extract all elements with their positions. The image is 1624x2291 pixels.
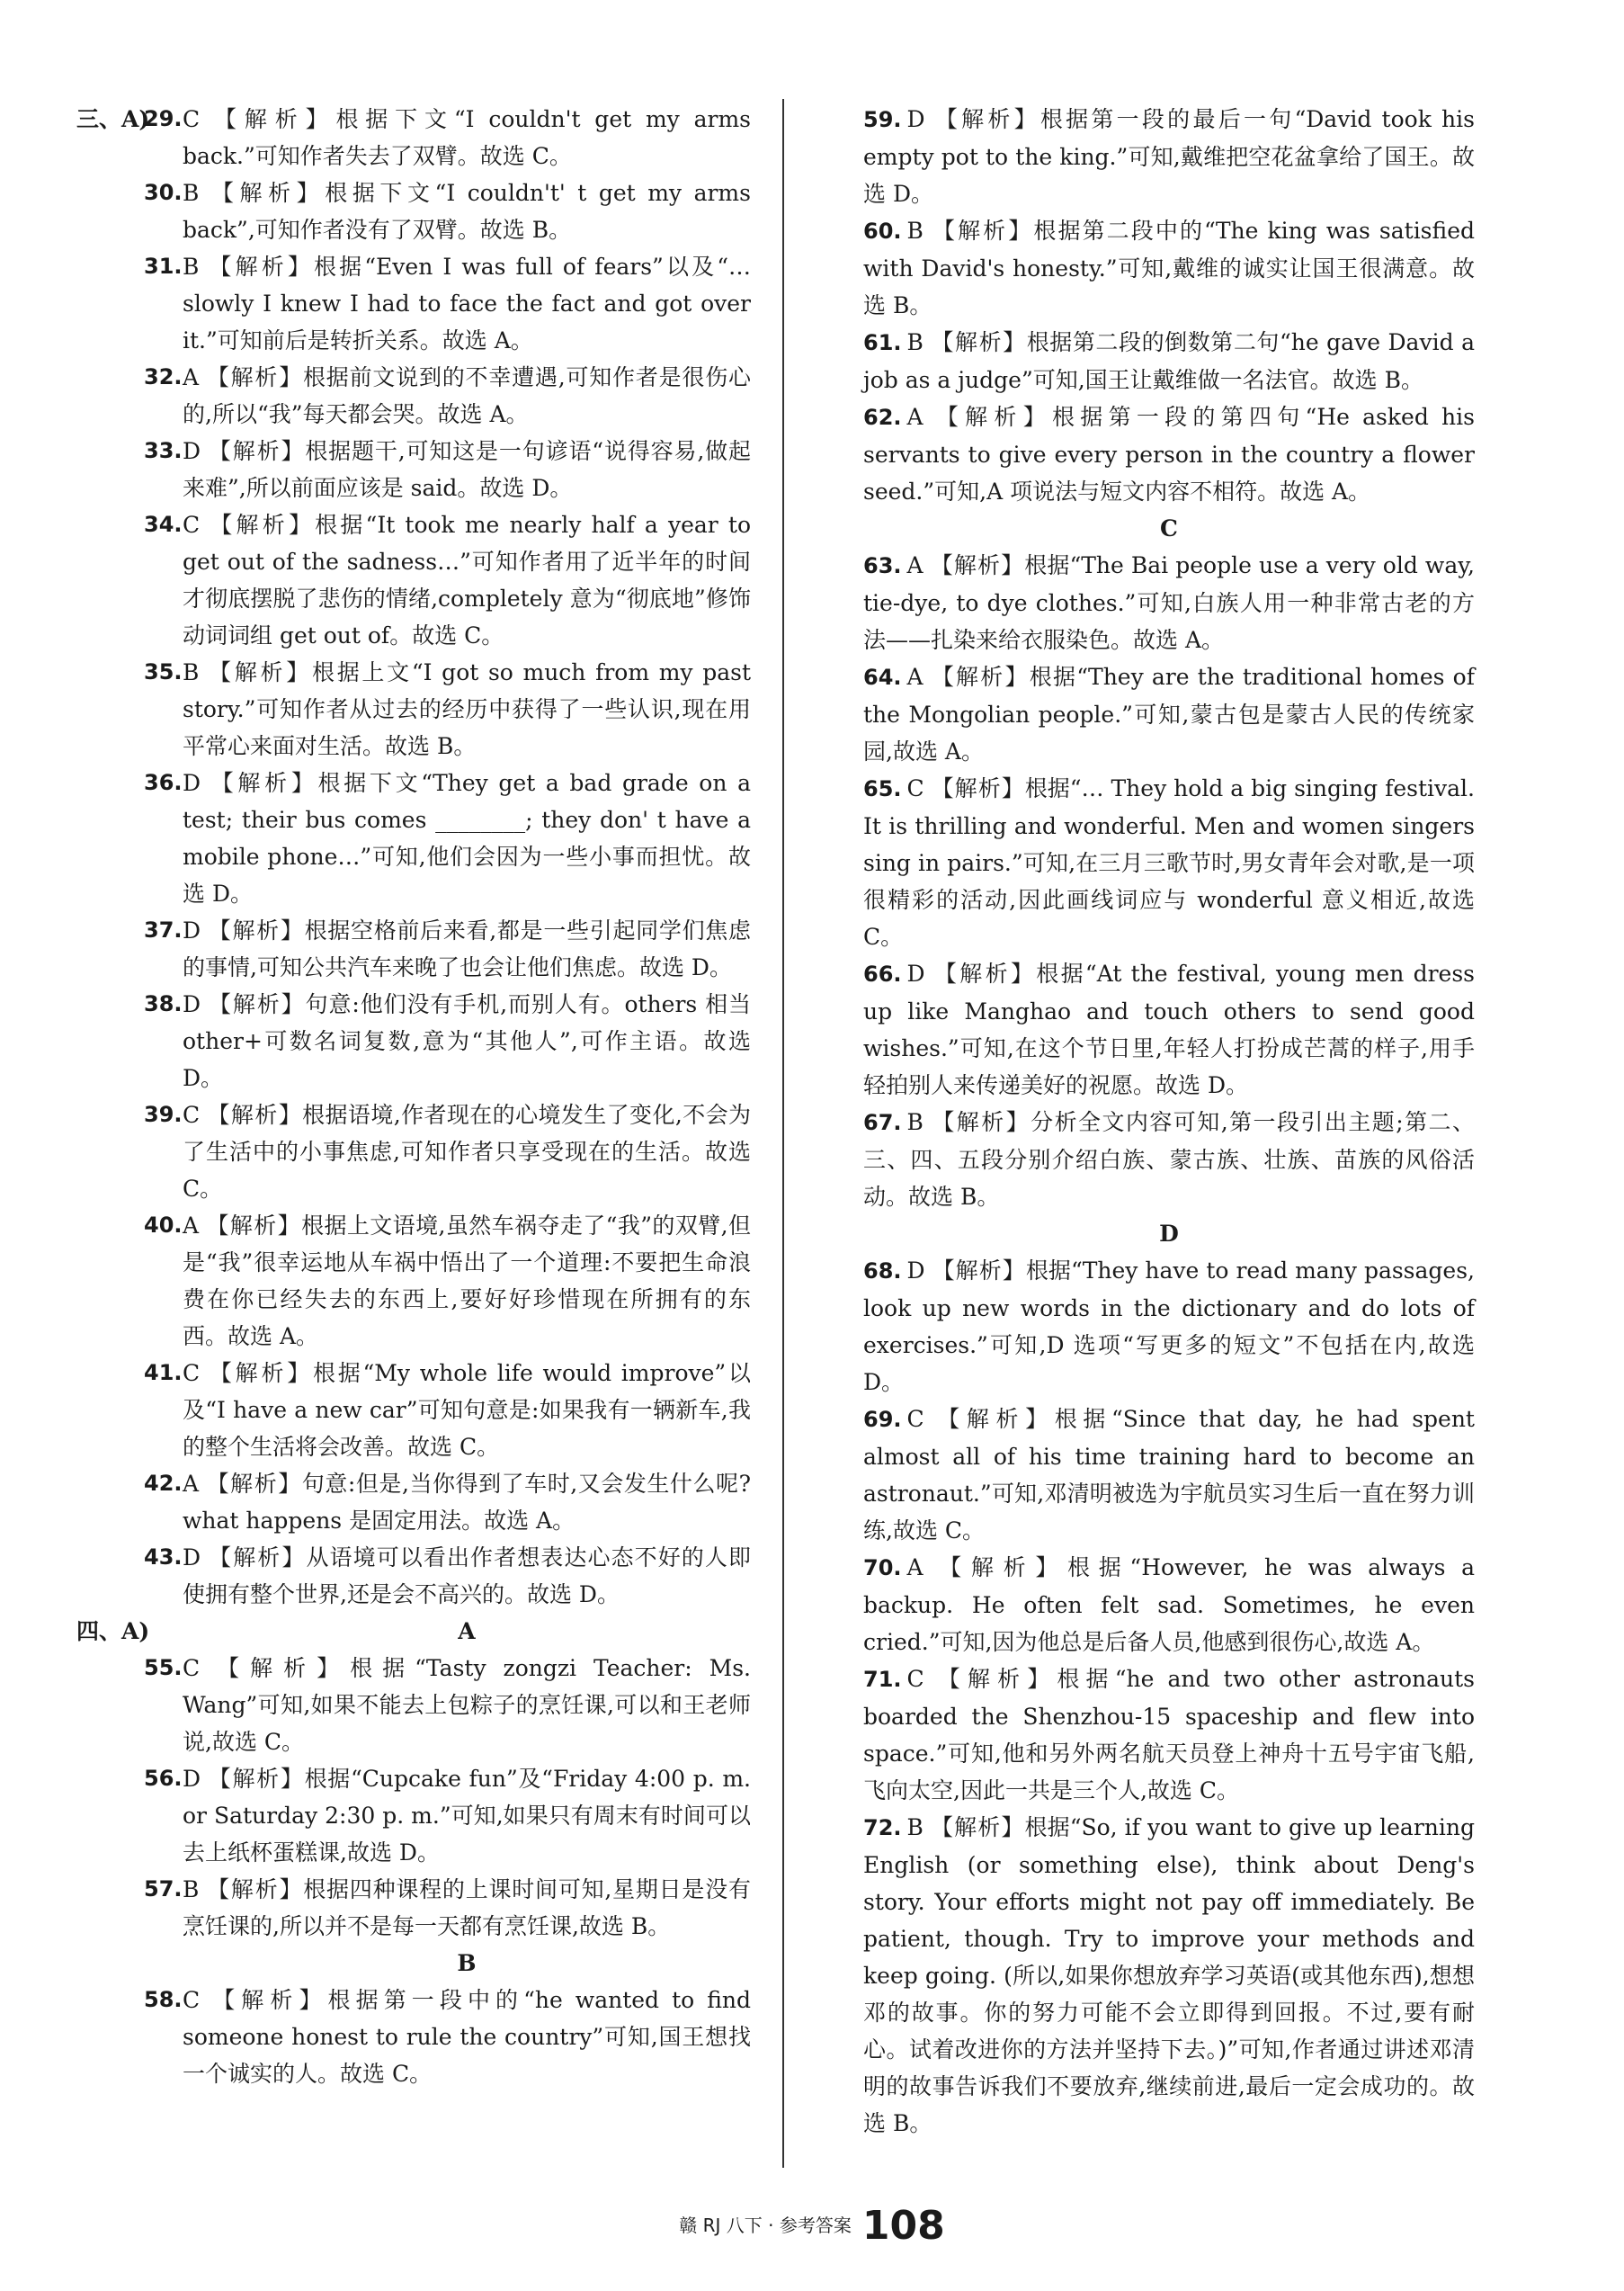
question-number: 61. (863, 330, 902, 355)
question-number: 67. (863, 1110, 902, 1135)
question-number: 36. (144, 770, 183, 795)
question-number: 40. (144, 1213, 183, 1238)
analysis-text: 根据“Tasty zongzi Teacher: Ms. Wang”可知,如果不能去上包粽子的烹饪课,可以和王老师说,故选 C。 (183, 1655, 751, 1755)
analysis-text: 句意:他们没有手机,而别人有。others 相当 other+可数名词复数,意为“其他人”,可作主语。故选 D。 (183, 991, 751, 1091)
analysis-label: 【解析】 (206, 364, 304, 390)
answer-entry (76, 506, 751, 654)
question-number: 69. (863, 1407, 902, 1432)
analysis-label: 【解析】 (930, 1554, 1068, 1580)
footer-label: 赣 RJ 八下 · 参考答案 (679, 2215, 852, 2236)
answer-letter: A (183, 1213, 200, 1239)
question-number: 63. (863, 553, 902, 578)
analysis-label: 【解析】 (930, 1814, 1025, 1840)
analysis-label: 【解析】 (207, 512, 316, 538)
answer-entry (863, 1401, 1475, 1549)
question-number: 66. (863, 962, 902, 987)
answer-entry (863, 658, 1475, 770)
answer-entry (76, 248, 751, 359)
answer-entry (76, 654, 751, 765)
question-number: 31. (144, 254, 183, 279)
question-number: 30. (144, 180, 183, 205)
answer-entry (76, 433, 751, 506)
answer-letter: D (183, 1544, 201, 1571)
analysis-text: 根据“So, if you want to give up learning English (or something else), think about Deng's story. Your efforts might not pay off immediately. Be patient, though. Try to improve your methods and keep going. (所以,如果你想放弃学习英语(或其他东西),想想邓的故事。你的努力可能不会立即得到回报。不过,要有耐心。试着改进你的方法并坚持下去。)”可知,作者通过讲述邓清明的故事告诉我们不要放弃,继续前进,最后一定会成功的。故选 B。 (863, 1814, 1475, 2136)
answer-entry (863, 770, 1475, 955)
answer-entry (76, 175, 751, 248)
answer-entry (76, 1650, 751, 1760)
section-heading-row (863, 1215, 1475, 1252)
analysis-text: 根据“he and two other astronauts boarded the Shenzhou-15 spaceship and flew into space.”可知,他和另外两名航天员登上神舟十五号宇宙飞船,飞向太空,因此一共是三个人,故选 C。 (863, 1666, 1475, 1803)
answer-entry (863, 212, 1475, 324)
section-heading: C (1160, 515, 1178, 541)
question-number: 39. (144, 1102, 183, 1127)
answer-letter: C (906, 1406, 924, 1432)
analysis-label: 【解析】 (207, 1360, 313, 1386)
answer-letter: A (183, 364, 200, 390)
answer-letter: B (906, 218, 924, 244)
analysis-text: 根据第一段中的“he wanted to find someone honest to rule the country”可知,国王想找一个诚实的人。故选 C。 (183, 1987, 751, 2087)
question-number: 42. (144, 1471, 183, 1496)
analysis-label: 【解析】 (931, 775, 1025, 801)
answer-letter: C (906, 775, 924, 801)
answer-entry (863, 101, 1475, 212)
answer-letter: D (906, 1257, 925, 1284)
answer-letter: B (183, 1876, 200, 1902)
analysis-text: 根据“At the festival, young men dress up like Manghao and touch others to send good wishes.”可知,在这个节日里,年轻人打扮成芒蒿的样子,用手轻拍别人来传递美好的祝愿。故选 D。 (863, 961, 1475, 1098)
question-number: 62. (863, 405, 902, 430)
answer-letter: A (906, 664, 924, 690)
right-column (863, 101, 1475, 2142)
answer-letter: B (183, 180, 200, 206)
analysis-label: 【解析】 (208, 1544, 307, 1571)
analysis-label: 【解析】 (931, 1406, 1055, 1432)
answer-entry (76, 1982, 751, 2092)
analysis-label: 【解析】 (206, 1876, 304, 1902)
question-number: 59. (863, 107, 902, 132)
analysis-text: 根据语境,作者现在的心境发生了变化,不会为了生活中的小事焦虑,可知作者只享受现在的生活。故选 C。 (183, 1102, 751, 1202)
answer-letter: A (906, 1554, 924, 1580)
answer-letter: C (183, 1360, 201, 1386)
analysis-text: 根据“It took me nearly half a year to get out of the sadness…”可知作者用了近半年的时间才彻底摆脱了悲伤的情绪,completely 意为“彻底地”修饰动词词组 get out of。故选 C。 (183, 512, 751, 649)
answer-letter: B (183, 254, 200, 280)
answer-entry (76, 912, 751, 986)
analysis-label: 【解析】 (206, 1471, 302, 1497)
analysis-text: 根据“The Bai people use a very old way, tie-dye, to dye clothes.”可知,白族人用一种非常古老的方法——扎染来给衣服染色。故选 A。 (863, 552, 1475, 653)
answer-entry (76, 1355, 751, 1465)
analysis-label: 【解析】 (932, 106, 1040, 132)
question-number: 68. (863, 1258, 902, 1284)
analysis-text: 根据“My whole life would improve”以及“I have a new car”可知句意是:如果我有一辆新车,我的整个生活将会改善。故选 C。 (183, 1360, 751, 1460)
answer-letter: D (183, 438, 201, 464)
analysis-label: 【解析】 (207, 1655, 351, 1681)
answer-entry (863, 1809, 1475, 2142)
answer-letter: A (906, 552, 924, 578)
section-heading: B (457, 1950, 477, 1976)
analysis-text: 分析全文内容可知,第一段引出主题;第二、三、四、五段分别介绍白族、蒙古族、壮族、苗族的风俗活动。故选 B。 (863, 1109, 1475, 1210)
question-number: 57. (144, 1876, 183, 1902)
section-prefix: 三、A) (76, 106, 150, 132)
analysis-label: 【解析】 (208, 991, 306, 1017)
answer-letter: B (906, 1814, 924, 1840)
question-number: 37. (144, 917, 183, 943)
section-heading-row (76, 1945, 751, 1982)
analysis-text: 根据下文“I couldn't' t get my arms back”,可知作者没有了双臂。故选 B。 (183, 180, 751, 243)
answer-entry (76, 1871, 751, 1945)
question-number: 34. (144, 512, 183, 537)
analysis-label: 【解析】 (930, 218, 1034, 244)
analysis-text: 句意:但是,当你得到了车时,又会发生什么呢? what happens 是固定用法。故选 A。 (183, 1471, 751, 1534)
analysis-label: 【解析】 (930, 664, 1030, 690)
analysis-label: 【解析】 (930, 404, 1052, 430)
answer-letter: C (183, 106, 201, 132)
section-heading-row (76, 1613, 751, 1650)
analysis-text: 根据第一段的最后一句“David took his empty pot to the king.”可知,戴维把空花盆拿给了国王。故选 D。 (863, 106, 1475, 207)
answer-entry (863, 1104, 1475, 1215)
answer-letter: A (183, 1471, 200, 1497)
answer-entry (76, 359, 751, 433)
question-number: 70. (863, 1555, 902, 1580)
analysis-label: 【解析】 (207, 1987, 328, 2013)
analysis-text: 根据下文“I couldn't get my arms back.”可知作者失去了双臂。故选 C。 (183, 106, 751, 169)
analysis-text: 根据第二段中的“The king was satisfied with David's honesty.”可知,戴维的诚实让国王很满意。故选 B。 (863, 218, 1475, 318)
answer-entry (76, 1465, 751, 1539)
section-heading: D (1159, 1221, 1179, 1247)
analysis-label: 【解析】 (208, 1766, 305, 1792)
answer-letter: C (183, 1655, 201, 1681)
analysis-text: 根据四种课程的上课时间可知,星期日是没有烹饪课的,所以并不是每一天都有烹饪课,故选 B。 (183, 1876, 751, 1939)
analysis-text: 根据前文说到的不幸遭遇,可知作者是很伤心的,所以“我”每天都会哭。故选 A。 (183, 364, 751, 427)
question-number: 64. (863, 665, 902, 690)
analysis-label: 【解析】 (207, 106, 336, 132)
answer-letter: D (906, 106, 925, 132)
answer-entry (863, 1660, 1475, 1809)
question-number: 72. (863, 1815, 902, 1840)
answer-entry (76, 765, 751, 912)
analysis-text: 根据第二段的倒数第二句“he gave David a job as a judge”可知,国王让戴维做一名法官。故选 B。 (863, 329, 1475, 393)
question-number: 32. (144, 364, 183, 389)
analysis-label: 【解析】 (208, 770, 318, 796)
analysis-text: 根据下文“They get a bad grade on a test; their bus comes ________; they don' t have a mobile phone…”可知,他们会因为一些小事而担忧。故选 D。 (183, 770, 751, 907)
section-prefix: 四、A) (76, 1618, 150, 1644)
left-column (76, 101, 751, 2092)
answer-entry (863, 1549, 1475, 1660)
section-heading: A (458, 1618, 476, 1644)
analysis-label: 【解析】 (931, 1666, 1057, 1692)
answer-entry (863, 1252, 1475, 1401)
answer-letter: D (183, 917, 201, 944)
analysis-text: 根据“… They hold a big singing festival. It is thrilling and wonderful. Men and women singers sing in pairs.”可知,在三月三歌节时,男女青年会对歌,是一项很精彩的活动,因此画线词应与 wonderful 意义相近,故选 C。 (863, 775, 1475, 950)
analysis-text: 根据“They have to read many passages, look up new words in the dictionary and do lots of exercises.”可知,D 选项“写更多的短文”不包括在内,故选 D。 (863, 1257, 1475, 1395)
answer-letter: B (906, 1109, 924, 1135)
question-number: 56. (144, 1766, 183, 1791)
analysis-label: 【解析】 (208, 917, 305, 944)
section-heading-row (863, 510, 1475, 547)
analysis-text: 根据上文语境,虽然车祸夺走了“我”的双臂,但是“我”很幸运地从车祸中悟出了一个道理:不要把生命浪费在你已经失去的东西上,要好好珍惜现在所拥有的东西。故选 A。 (183, 1213, 751, 1349)
answer-letter: B (906, 329, 924, 355)
page-number: 108 (861, 2203, 945, 2249)
question-number: 33. (144, 438, 183, 463)
analysis-label: 【解析】 (930, 552, 1025, 578)
analysis-text: 根据“Cupcake fun”及“Friday 4:00 p. m. or Saturday 2:30 p. m.”可知,如果只有周末有时间可以去上纸杯蛋糕课,故选 D。 (183, 1766, 751, 1866)
question-number: 41. (144, 1360, 183, 1385)
page-footer (0, 2203, 1624, 2249)
analysis-text: 根据“They are the traditional homes of the Mongolian people.”可知,蒙古包是蒙古人民的传统家园,故选 A。 (863, 664, 1475, 765)
analysis-label: 【解析】 (930, 329, 1027, 355)
question-number: 43. (144, 1544, 183, 1570)
question-number: 71. (863, 1667, 902, 1692)
answer-letter: C (906, 1666, 924, 1692)
question-number: 35. (144, 659, 183, 685)
answer-entry (76, 1760, 751, 1871)
answer-entry (863, 547, 1475, 658)
analysis-text: 根据题干,可知这是一句谚语“说得容易,做起来难”,所以前面应该是 said。故选 D。 (183, 438, 751, 501)
analysis-text: 从语境可以看出作者想表达心态不好的人即使拥有整个世界,还是会不高兴的。故选 D。 (183, 1544, 751, 1607)
analysis-text: 根据“Even I was full of fears”以及“…slowly I knew I had to face the fact and got over it.”可知前后是转折关系。故选 A。 (183, 254, 751, 353)
analysis-label: 【解析】 (206, 1213, 302, 1239)
answer-letter: C (183, 1987, 201, 2013)
answer-entry (76, 101, 751, 175)
analysis-text: 根据空格前后来看,都是一些引起同学们焦虑的事情,可知公共汽车来晚了也会让他们焦虑。故选 D。 (183, 917, 751, 980)
question-number: 60. (863, 219, 902, 244)
analysis-label: 【解析】 (932, 1257, 1026, 1284)
analysis-text: 根据第一段的第四句“He asked his servants to give every person in the country a flower seed.”可知,A 项说法与短文内容不相符。故选 A。 (863, 404, 1475, 505)
answer-letter: D (183, 1766, 201, 1792)
question-number: 65. (863, 776, 902, 801)
answer-entry (76, 1207, 751, 1355)
answer-letter: D (183, 991, 201, 1017)
analysis-label: 【解析】 (206, 659, 312, 685)
analysis-text: 根据“Since that day, he had spent almost all of his time training hard to become an astronaut.”可知,邓清明被选为宇航员实习生后一直在努力训练,故选 C。 (863, 1406, 1475, 1544)
answer-entry (76, 1096, 751, 1207)
analysis-label: 【解析】 (208, 438, 306, 464)
answer-entry (863, 324, 1475, 398)
analysis-label: 【解析】 (932, 961, 1037, 987)
column-divider (782, 99, 784, 2168)
analysis-text: 根据“However, he was always a backup. He often felt sad. Sometimes, he even cried.”可知,因为他总是后备人员,他感到很伤心,故选 A。 (863, 1554, 1475, 1655)
question-number: 58. (144, 1987, 183, 2012)
question-number: 38. (144, 991, 183, 1016)
answer-letter: C (183, 512, 201, 538)
analysis-label: 【解析】 (207, 1102, 303, 1128)
answer-letter: D (906, 961, 925, 987)
question-number: 55. (144, 1655, 183, 1680)
answer-letter: A (906, 404, 924, 430)
answer-letter: D (183, 770, 201, 796)
analysis-label: 【解析】 (206, 180, 326, 206)
answer-letter: B (183, 659, 200, 685)
answer-entry (76, 1539, 751, 1613)
question-number: 29. (144, 106, 183, 131)
analysis-label: 【解析】 (206, 254, 314, 280)
answer-entry (863, 955, 1475, 1104)
analysis-text: 根据上文“I got so much from my past story.”可知作者从过去的经历中获得了一些认识,现在用平常心来面对生活。故选 B。 (183, 659, 751, 759)
answer-entry (76, 986, 751, 1096)
answer-entry (863, 398, 1475, 510)
answer-letter: C (183, 1102, 201, 1128)
analysis-label: 【解析】 (930, 1109, 1031, 1135)
